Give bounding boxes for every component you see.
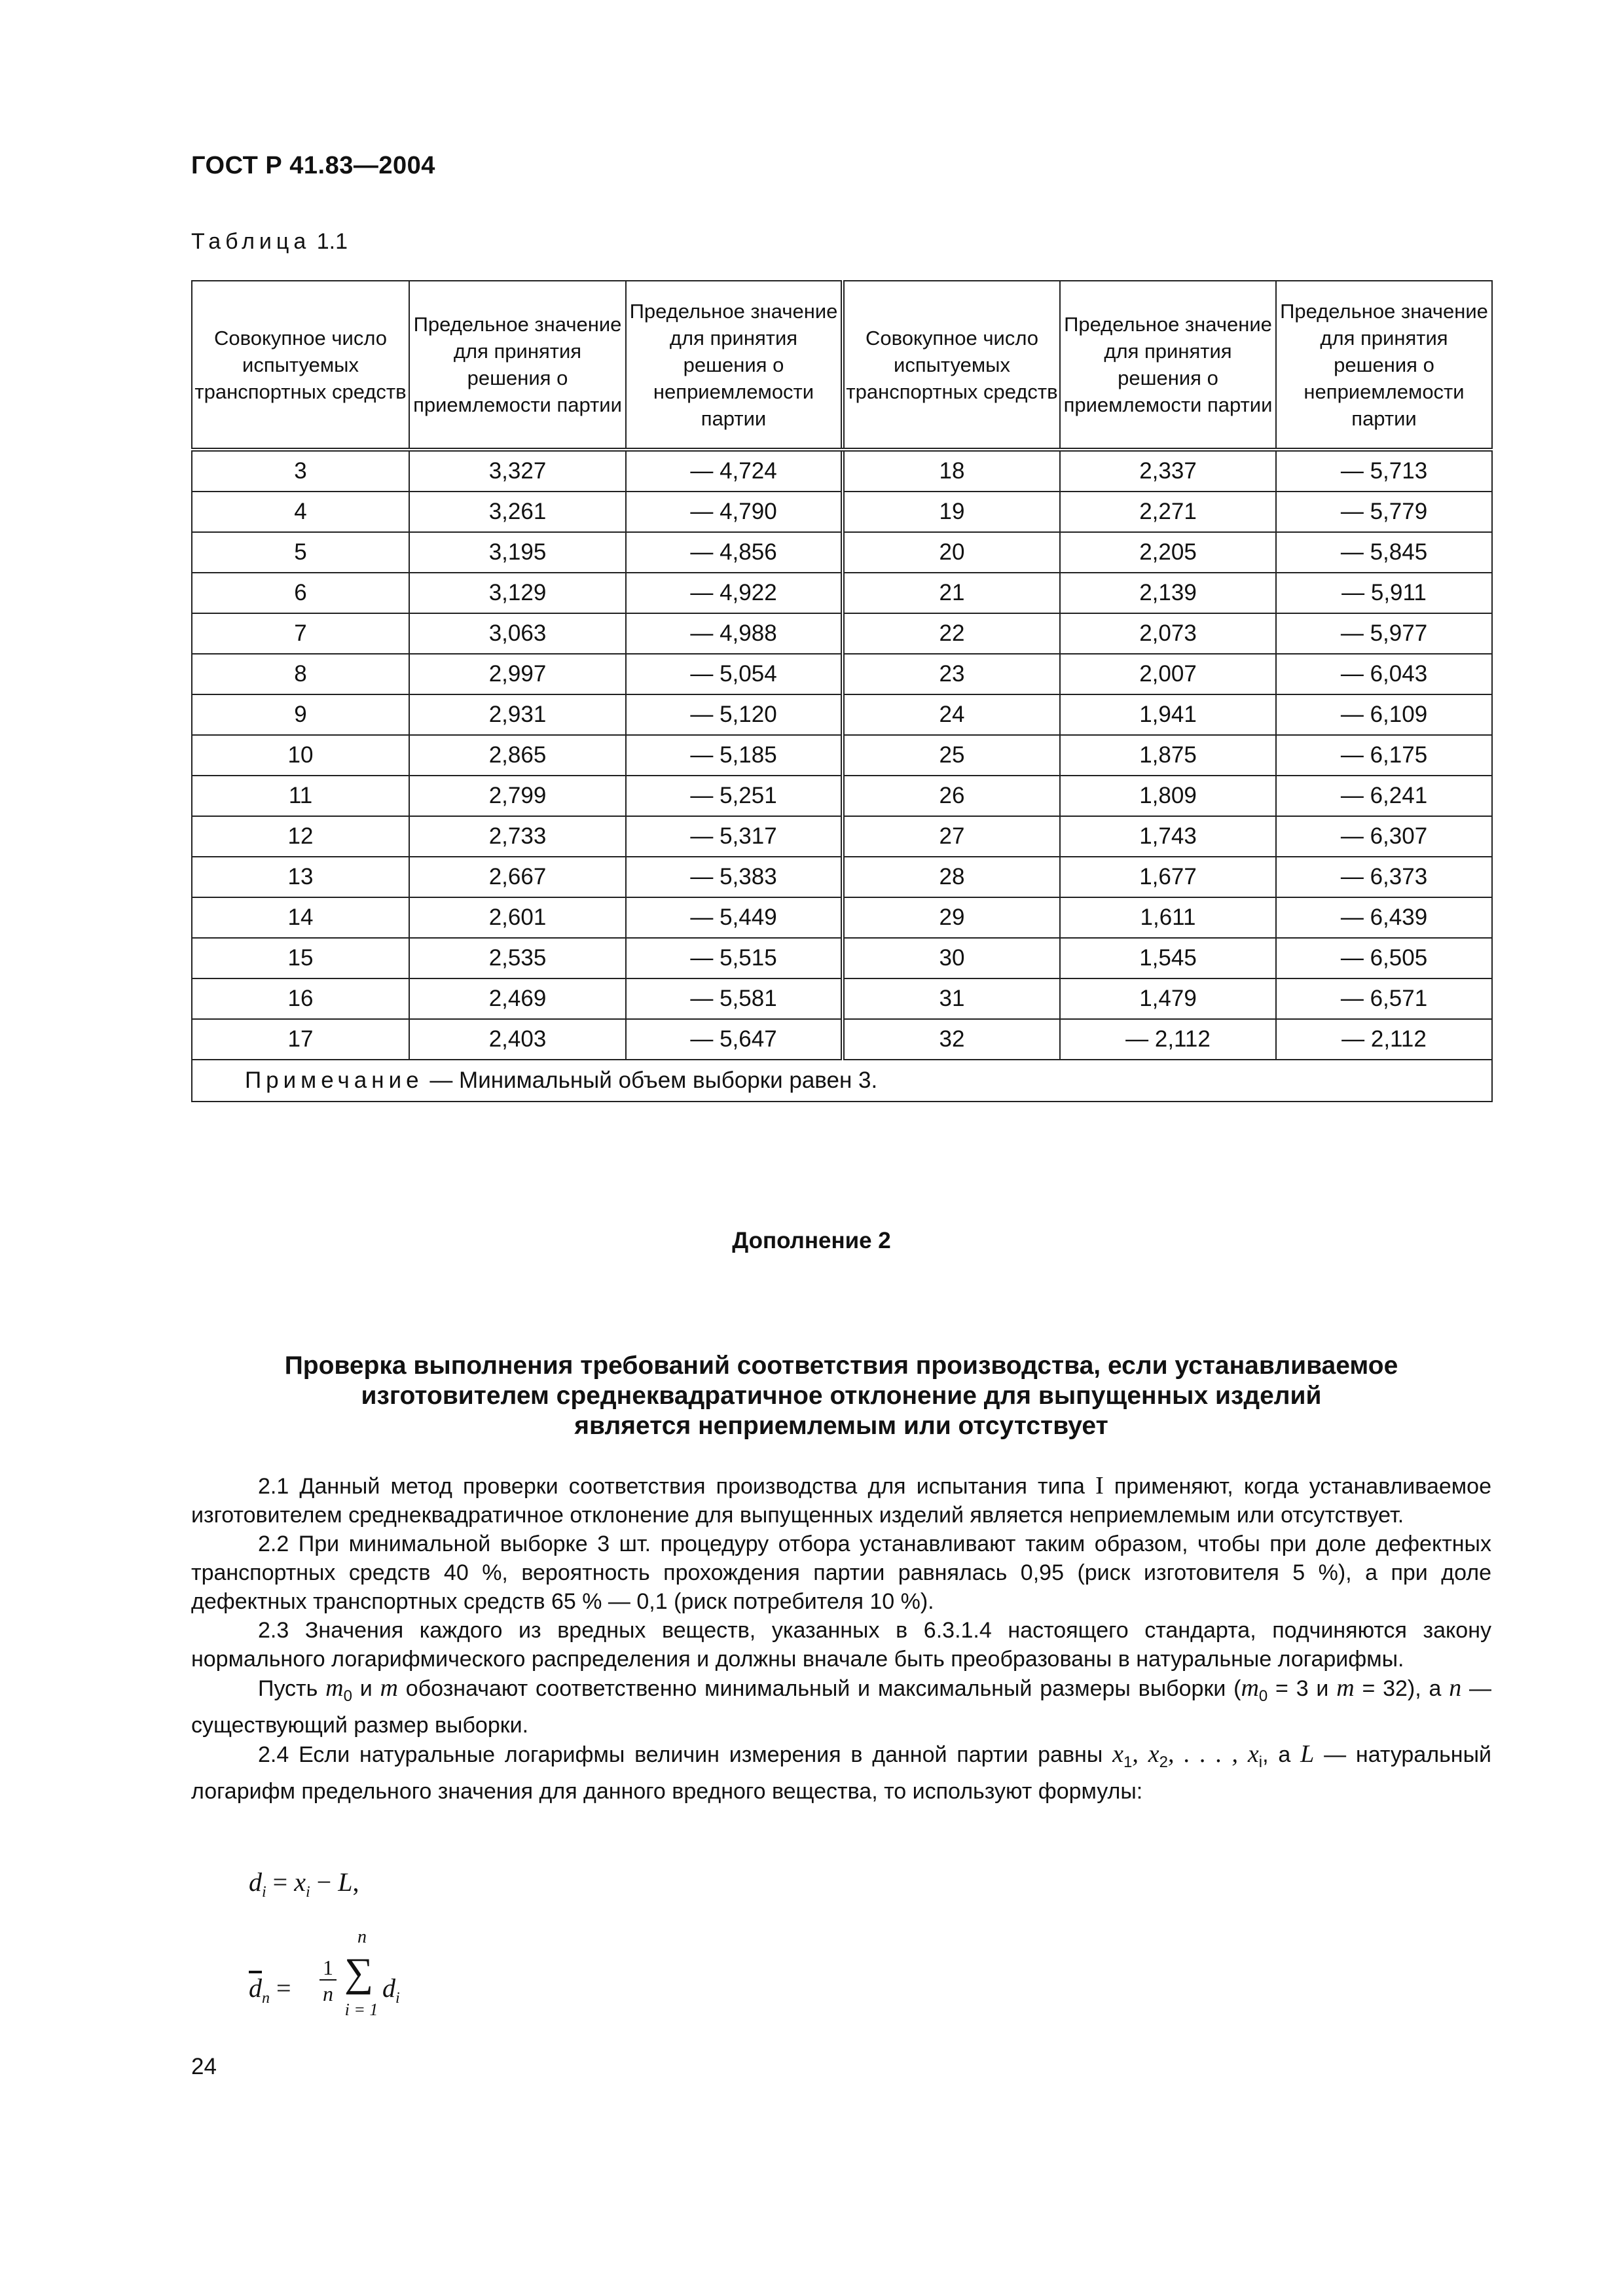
cell-reject-limit-2: — 6,109 bbox=[1276, 694, 1492, 735]
math-sub: i bbox=[395, 1990, 400, 2007]
math-var: d bbox=[382, 1973, 395, 2003]
cell-reject-limit: — 5,054 bbox=[626, 654, 843, 694]
cell-count-2: 26 bbox=[843, 776, 1060, 816]
cell-count: 16 bbox=[192, 978, 409, 1019]
cell-count: 9 bbox=[192, 694, 409, 735]
cell-count-2: 18 bbox=[843, 450, 1060, 492]
cell-accept-limit-2: 1,809 bbox=[1060, 776, 1276, 816]
text-run: Пусть bbox=[258, 1676, 326, 1701]
math-sub: 0 bbox=[1258, 1687, 1268, 1705]
table-note-row bbox=[192, 1060, 1492, 1102]
header-count: Совокупное число испытуемых транспортных средств bbox=[192, 281, 409, 450]
paragraph-sample-sizes bbox=[191, 1674, 1491, 1740]
cell-accept-limit: 2,667 bbox=[409, 857, 626, 897]
cell-count: 6 bbox=[192, 573, 409, 613]
paragraph-2-4 bbox=[191, 1740, 1491, 1806]
cell-count-2: 31 bbox=[843, 978, 1060, 1019]
cell-reject-limit: — 5,581 bbox=[626, 978, 843, 1019]
section-heading-line: является неприемлемым или отсутствует bbox=[574, 1412, 1108, 1440]
cell-accept-limit: 2,799 bbox=[409, 776, 626, 816]
cell-count-2: 27 bbox=[843, 816, 1060, 857]
cell-accept-limit: 2,535 bbox=[409, 938, 626, 978]
header-accept-limit: Предельное значение для принятия решения о приемлемости партии bbox=[409, 281, 626, 450]
math-sub: 0 bbox=[343, 1687, 352, 1705]
cell-accept-limit-2: 1,941 bbox=[1060, 694, 1276, 735]
text-run: и bbox=[352, 1676, 380, 1701]
math-sub: i bbox=[262, 1884, 266, 1901]
math-var: m bbox=[1336, 1674, 1355, 1702]
cell-reject-limit: — 5,120 bbox=[626, 694, 843, 735]
cell-reject-limit: — 5,515 bbox=[626, 938, 843, 978]
text-run: 2.1 Данный метод проверки соответствия производства для испытания типа bbox=[258, 1474, 1096, 1499]
cell-reject-limit-2: — 6,439 bbox=[1276, 897, 1492, 938]
table-row bbox=[192, 654, 1492, 694]
math-var: x bbox=[1112, 1740, 1123, 1768]
math-var: L bbox=[1300, 1740, 1315, 1768]
cell-reject-limit-2: — 2,112 bbox=[1276, 1019, 1492, 1060]
math-op: = bbox=[266, 1867, 295, 1897]
math-var: x bbox=[1148, 1740, 1159, 1768]
table-header-row bbox=[192, 281, 1492, 450]
cell-count-2: 30 bbox=[843, 938, 1060, 978]
cell-count-2: 21 bbox=[843, 573, 1060, 613]
math-op: − bbox=[310, 1867, 338, 1897]
cell-accept-limit-2: 1,677 bbox=[1060, 857, 1276, 897]
header-accept-limit-2: Предельное значение для принятия решения о приемлемости партии bbox=[1060, 281, 1276, 450]
text-run: обозначают соответственно минимальный и максимальный размеры выборки ( bbox=[398, 1676, 1241, 1701]
text-run: — существующий размер выборки. bbox=[191, 1676, 1491, 1738]
cell-reject-limit: — 4,724 bbox=[626, 450, 843, 492]
cell-count-2: 23 bbox=[843, 654, 1060, 694]
cell-accept-limit: 2,931 bbox=[409, 694, 626, 735]
math-op: = bbox=[276, 1973, 291, 2003]
text-run: 2.4 Если натуральные логарифмы величин измерения в данной партии равны bbox=[258, 1742, 1113, 1767]
cell-accept-limit-2: 2,337 bbox=[1060, 450, 1276, 492]
fraction-denominator: n bbox=[323, 1982, 333, 2005]
cell-count-2: 25 bbox=[843, 735, 1060, 776]
section-heading-line: изготовителем среднеквадратичное отклонение для выпущенных изделий bbox=[361, 1382, 1322, 1410]
sum-lower-limit: i = 1 bbox=[344, 2000, 378, 2019]
cell-accept-limit: 3,063 bbox=[409, 613, 626, 654]
cell-count: 3 bbox=[192, 450, 409, 492]
page-number: 24 bbox=[191, 2054, 217, 2079]
math-sep: , bbox=[1132, 1740, 1148, 1768]
cell-reject-limit-2: — 6,175 bbox=[1276, 735, 1492, 776]
cell-accept-limit: 2,469 bbox=[409, 978, 626, 1019]
math-var: x bbox=[1247, 1740, 1259, 1768]
cell-count-2: 24 bbox=[843, 694, 1060, 735]
table-row bbox=[192, 938, 1492, 978]
cell-reject-limit: — 4,856 bbox=[626, 532, 843, 573]
math-var: $\overline{d}$ bbox=[249, 1973, 262, 2003]
cell-reject-limit-2: — 5,779 bbox=[1276, 492, 1492, 532]
math-var: x bbox=[294, 1867, 306, 1897]
text-run: = 3 и bbox=[1267, 1676, 1337, 1701]
document-code: ГОСТ Р 41.83—2004 bbox=[191, 152, 435, 179]
table-caption-word: Таблица bbox=[191, 229, 311, 254]
formula-di bbox=[249, 1867, 359, 1901]
cell-count: 4 bbox=[192, 492, 409, 532]
table-row bbox=[192, 613, 1492, 654]
formula-mean-dn bbox=[249, 1927, 458, 2058]
paragraph-2-2: 2.2 При минимальной выборке 3 шт. процедуру отбора устанавливают таким образом, чтобы при доле дефектных транспортных средств 40 %, вероятность прохождения партии равнялась 0,95 (риск изготовителя 5 %), а при доле дефектных транспортных средств 65 % — 0,1 (риск потребителя 10 %). bbox=[191, 1532, 1491, 1614]
fraction-numerator: 1 bbox=[319, 1956, 337, 1981]
cell-accept-limit: 2,403 bbox=[409, 1019, 626, 1060]
section-heading-line: Проверка выполнения требований соответствия производства, если устанавливаемое bbox=[284, 1352, 1398, 1380]
cell-count-2: 19 bbox=[843, 492, 1060, 532]
test-type-symbol: I bbox=[1095, 1472, 1104, 1499]
math-var: m bbox=[1241, 1674, 1259, 1702]
math-op: , bbox=[352, 1867, 359, 1897]
cell-accept-limit: 3,261 bbox=[409, 492, 626, 532]
cell-count-2: 22 bbox=[843, 613, 1060, 654]
table-row bbox=[192, 978, 1492, 1019]
cell-accept-limit: 2,733 bbox=[409, 816, 626, 857]
math-var: L bbox=[338, 1867, 353, 1897]
body-text bbox=[191, 1471, 1491, 1806]
table-row bbox=[192, 735, 1492, 776]
cell-accept-limit-2: 2,271 bbox=[1060, 492, 1276, 532]
cell-accept-limit: 3,129 bbox=[409, 573, 626, 613]
cell-count: 5 bbox=[192, 532, 409, 573]
cell-reject-limit: — 4,922 bbox=[626, 573, 843, 613]
cell-count-2: 32 bbox=[843, 1019, 1060, 1060]
cell-accept-limit-2: 1,479 bbox=[1060, 978, 1276, 1019]
table-row bbox=[192, 573, 1492, 613]
cell-count: 14 bbox=[192, 897, 409, 938]
cell-accept-limit-2: 2,139 bbox=[1060, 573, 1276, 613]
cell-reject-limit-2: — 6,043 bbox=[1276, 654, 1492, 694]
cell-count: 7 bbox=[192, 613, 409, 654]
table-caption bbox=[191, 229, 348, 255]
math-var: m bbox=[380, 1674, 398, 1702]
math-sub: n bbox=[262, 1990, 270, 2007]
table-row bbox=[192, 857, 1492, 897]
cell-accept-limit: 2,601 bbox=[409, 897, 626, 938]
cell-reject-limit-2: — 5,977 bbox=[1276, 613, 1492, 654]
table-row bbox=[192, 816, 1492, 857]
cell-accept-limit: 2,865 bbox=[409, 735, 626, 776]
cell-accept-limit: 3,195 bbox=[409, 532, 626, 573]
cell-accept-limit: 3,327 bbox=[409, 450, 626, 492]
cell-reject-limit-2: — 6,505 bbox=[1276, 938, 1492, 978]
cell-reject-limit: — 4,988 bbox=[626, 613, 843, 654]
header-count-2: Совокупное число испытуемых транспортных средств bbox=[843, 281, 1060, 450]
cell-count-2: 29 bbox=[843, 897, 1060, 938]
table-row bbox=[192, 694, 1492, 735]
math-var: n bbox=[1449, 1674, 1462, 1702]
cell-accept-limit-2: 1,875 bbox=[1060, 735, 1276, 776]
header-reject-limit-2: Предельное значение для принятия решения о неприемлемости партии bbox=[1276, 281, 1492, 450]
appendix-title: Дополнение 2 bbox=[732, 1228, 891, 1253]
cell-reject-limit-2: — 6,373 bbox=[1276, 857, 1492, 897]
note-label: Примечание bbox=[245, 1067, 424, 1093]
text-run: , а bbox=[1262, 1742, 1301, 1767]
table-body bbox=[192, 450, 1492, 1102]
section-heading bbox=[191, 1351, 1491, 1441]
math-sub: i bbox=[1258, 1753, 1263, 1771]
limits-table bbox=[191, 280, 1493, 1102]
cell-reject-limit-2: — 5,845 bbox=[1276, 532, 1492, 573]
table-row bbox=[192, 897, 1492, 938]
table-row bbox=[192, 532, 1492, 573]
paragraph-2-1 bbox=[191, 1471, 1491, 1530]
cell-accept-limit-2: 2,073 bbox=[1060, 613, 1276, 654]
cell-reject-limit-2: — 6,241 bbox=[1276, 776, 1492, 816]
math-sub: 1 bbox=[1123, 1753, 1133, 1771]
table-row bbox=[192, 450, 1492, 492]
cell-count: 10 bbox=[192, 735, 409, 776]
note-text: — Минимальный объем выборки равен 3. bbox=[423, 1067, 878, 1093]
cell-count: 17 bbox=[192, 1019, 409, 1060]
math-var: d bbox=[249, 1867, 262, 1897]
cell-count: 8 bbox=[192, 654, 409, 694]
table-row bbox=[192, 776, 1492, 816]
cell-count: 13 bbox=[192, 857, 409, 897]
cell-reject-limit: — 5,383 bbox=[626, 857, 843, 897]
table-caption-number: 1.1 bbox=[316, 229, 348, 254]
text-run: применяют, когда устанавливаемое изготовителем среднеквадратичное отклонение для выпущенных изделий является неприемлемым или отсутствует. bbox=[191, 1474, 1491, 1528]
cell-count: 15 bbox=[192, 938, 409, 978]
text-run: — натуральный логарифм предельного значения для данного вредного вещества, то используют формулы: bbox=[191, 1742, 1492, 1804]
cell-reject-limit: — 5,317 bbox=[626, 816, 843, 857]
math-var: m bbox=[325, 1674, 344, 1702]
cell-reject-limit: — 5,449 bbox=[626, 897, 843, 938]
cell-accept-limit-2: — 2,112 bbox=[1060, 1019, 1276, 1060]
cell-count-2: 20 bbox=[843, 532, 1060, 573]
math-sub: i bbox=[306, 1884, 310, 1901]
cell-reject-limit-2: — 6,307 bbox=[1276, 816, 1492, 857]
cell-accept-limit-2: 1,611 bbox=[1060, 897, 1276, 938]
table-row bbox=[192, 492, 1492, 532]
table-row bbox=[192, 1019, 1492, 1060]
cell-accept-limit-2: 2,205 bbox=[1060, 532, 1276, 573]
cell-count: 12 bbox=[192, 816, 409, 857]
cell-reject-limit-2: — 6,571 bbox=[1276, 978, 1492, 1019]
math-sub: 2 bbox=[1159, 1753, 1168, 1771]
cell-reject-limit: — 4,790 bbox=[626, 492, 843, 532]
cell-count-2: 28 bbox=[843, 857, 1060, 897]
cell-accept-limit-2: 2,007 bbox=[1060, 654, 1276, 694]
cell-count: 11 bbox=[192, 776, 409, 816]
cell-reject-limit-2: — 5,713 bbox=[1276, 450, 1492, 492]
cell-reject-limit: — 5,185 bbox=[626, 735, 843, 776]
cell-accept-limit-2: 1,743 bbox=[1060, 816, 1276, 857]
cell-accept-limit: 2,997 bbox=[409, 654, 626, 694]
cell-reject-limit: — 5,251 bbox=[626, 776, 843, 816]
sum-upper-limit: n bbox=[357, 1927, 367, 1947]
math-sep: , . . . , bbox=[1167, 1740, 1248, 1768]
text-run: = 32), а bbox=[1354, 1676, 1450, 1701]
cell-reject-limit-2: — 5,911 bbox=[1276, 573, 1492, 613]
sum-symbol: ∑ bbox=[344, 1950, 374, 1995]
cell-reject-limit: — 5,647 bbox=[626, 1019, 843, 1060]
paragraph-2-3: 2.3 Значения каждого из вредных веществ, указанных в 6.3.1.4 настоящего стандарта, подчиняются закону нормального логарифмического распределения и должны вначале быть преобразованы в натуральные логарифмы. bbox=[191, 1618, 1491, 1672]
cell-accept-limit-2: 1,545 bbox=[1060, 938, 1276, 978]
table-note bbox=[192, 1060, 1492, 1102]
header-reject-limit: Предельное значение для принятия решения о неприемлемости партии bbox=[626, 281, 843, 450]
